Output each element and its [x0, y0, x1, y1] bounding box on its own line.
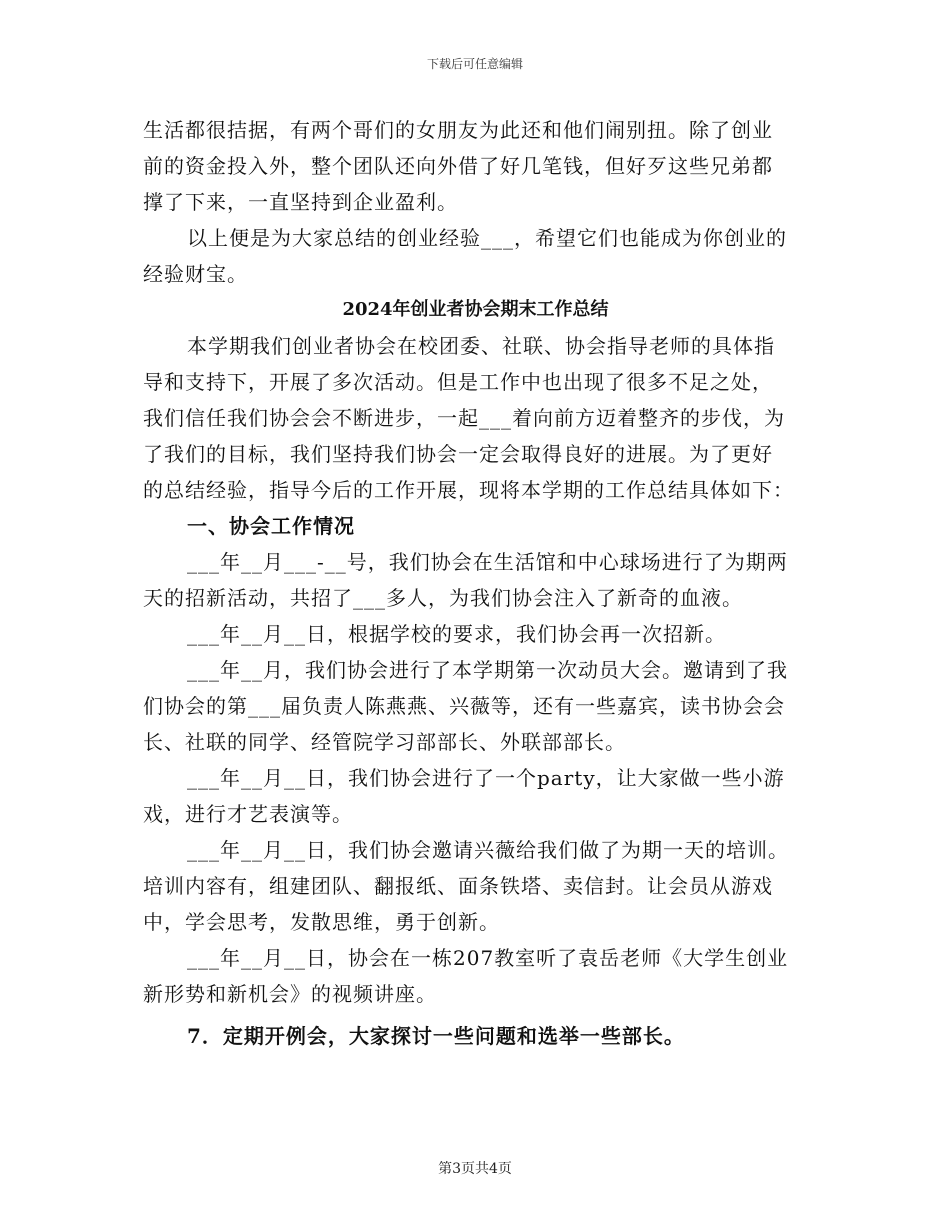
section-heading: 一、协会工作情况: [187, 514, 355, 538]
text-line: 本学期我们创业者协会在校团委、社联、协会指导老师的具体指: [187, 334, 775, 358]
text-line: 生活都很拮据，有两个哥们的女朋友为此还和他们闹别扭。除了创业: [143, 118, 773, 142]
text-line: 经验财宝。: [143, 262, 248, 286]
list-item: [143, 760, 808, 832]
list-item: [143, 940, 808, 1012]
text-line: 撑了下来，一直坚持到企业盈利。: [143, 190, 458, 214]
text-line: ___年__月，我们协会进行了本学期第一次动员大会。邀请到了我: [187, 658, 788, 682]
text-line: ___年__月__日，我们协会进行了一个party，让大家做一些小游: [187, 766, 785, 790]
list-item: [143, 616, 808, 652]
text-line: 培训内容有，组建团队、翻报纸、面条铁塔、卖信封。让会员从游戏: [143, 874, 773, 898]
paragraph: [143, 112, 808, 220]
text-line: 们协会的第___届负责人陈燕燕、兴薇等，还有一些嘉宾，读书协会会: [143, 694, 785, 718]
text-line: 以上便是为大家总结的创业经验___，希望它们也能成为你创业的: [187, 226, 787, 250]
list-item: [143, 652, 808, 760]
text-line: 天的招新活动，共招了___多人，为我们协会注入了新奇的血液。: [143, 586, 743, 610]
text-line: ___年__月__日，我们协会邀请兴薇给我们做了为期一天的培训。: [187, 838, 789, 862]
text-line: 我们信任我们协会会不断进步，一起___着向前方迈着整齐的步伐，为: [143, 406, 785, 430]
page-header-note: 下载后可任意编辑: [426, 57, 523, 71]
text-line: ___年__月___-__号，我们协会在生活馆和中心球场进行了为期两: [187, 550, 788, 574]
text-line: 导和支持下，开展了多次活动。但是工作中也出现了很多不足之处，: [143, 370, 773, 394]
list-item: [143, 832, 808, 940]
document-title: 2024年创业者协会期末工作总结: [342, 299, 609, 320]
page-number: 第3页共4页: [438, 1161, 512, 1177]
text-line: 中，学会思考，发散思维，勇于创新。: [143, 910, 500, 934]
text-line: 了我们的目标，我们坚持我们协会一定会取得良好的进展。为了更好: [143, 442, 773, 466]
text-line: ___年__月__日，根据学校的要求，我们协会再一次招新。: [187, 622, 726, 646]
list-item: [143, 544, 808, 616]
text-line: 戏，进行才艺表演等。: [143, 802, 353, 826]
text-line: 前的资金投入外，整个团队还向外借了好几笔钱，但好歹这些兄弟都: [143, 154, 773, 178]
paragraph: [143, 328, 808, 508]
text-line: ___年__月__日，协会在一栋207教室听了袁岳老师《大学生创业: [187, 946, 789, 970]
paragraph: [143, 220, 808, 292]
numbered-heading: 7．定期开例会，大家探讨一些问题和选举一些部长。: [187, 1024, 685, 1048]
text-line: 新形势和新机会》的视频讲座。: [143, 982, 437, 1006]
text-line: 长、社联的同学、经管院学习部部长、外联部部长。: [143, 730, 626, 754]
document-body: [143, 112, 808, 1054]
text-line: 的总结经验，指导今后的工作开展，现将本学期的工作总结具体如下：: [143, 478, 794, 502]
